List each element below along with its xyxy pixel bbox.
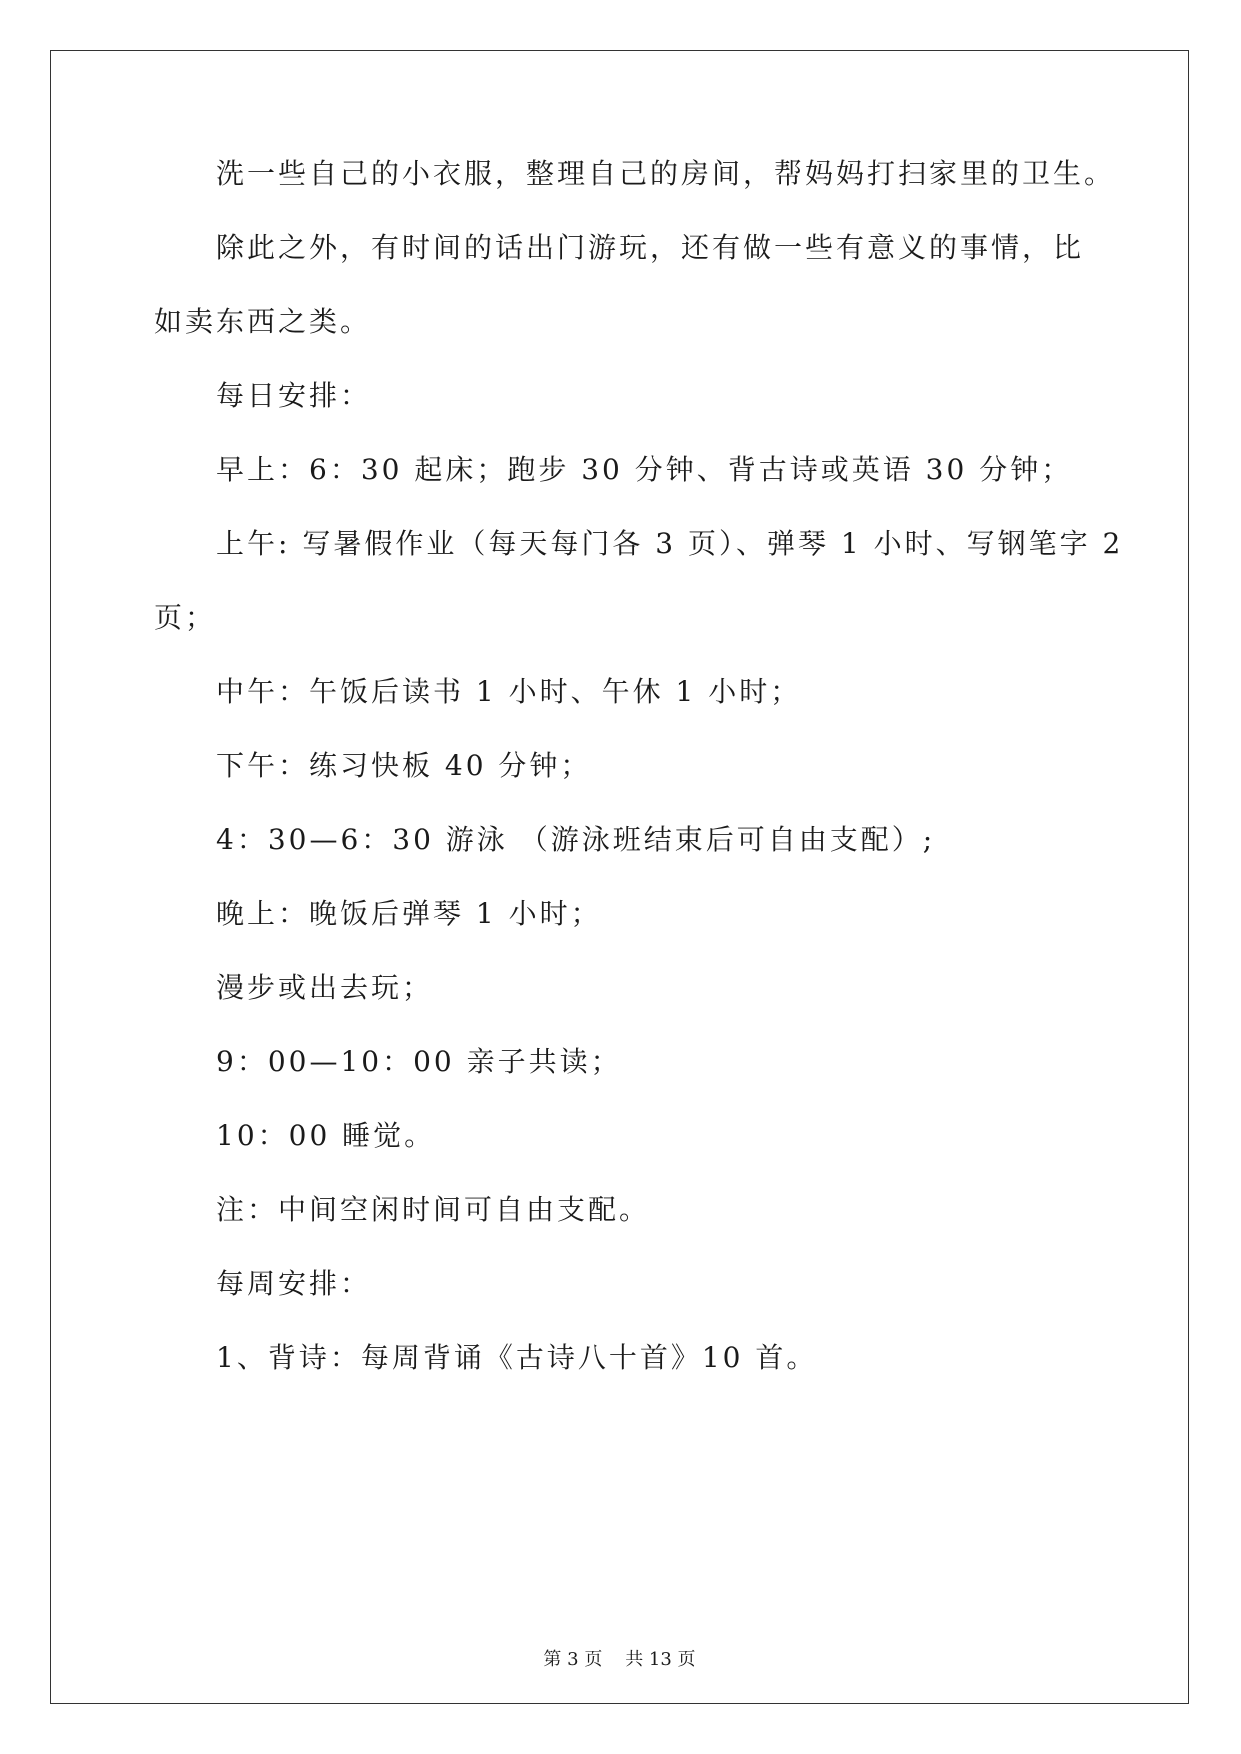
schedule-line: 4：30—6：30 游泳 （游泳班结束后可自由支配）; bbox=[216, 823, 936, 856]
schedule-line: 晚上：晚饭后弹琴 1 小时； bbox=[216, 897, 602, 930]
schedule-line: 下午：练习快板 40 分钟； bbox=[216, 749, 592, 782]
schedule-line: 页； bbox=[154, 601, 217, 634]
schedule-line: 漫步或出去玩； bbox=[216, 971, 434, 1004]
schedule-line: 上午: 写暑假作业（每天每门各 3 页）、弹琴 1 小时、写钢笔字 2 bbox=[216, 527, 1124, 560]
schedule-line: 早上：6：30 起床；跑步 30 分钟、背古诗或英语 30 分钟； bbox=[216, 453, 1073, 486]
schedule-line: 中午：午饭后读书 1 小时、午休 1 小时； bbox=[216, 675, 802, 708]
paragraph-line: 如卖东西之类。 bbox=[154, 305, 372, 338]
schedule-line: 1、背诗：每周背诵《古诗八十首》10 首。 bbox=[216, 1341, 818, 1374]
page-border bbox=[50, 50, 1189, 1704]
paragraph-line: 洗一些自己的小衣服，整理自己的房间，帮妈妈打扫家里的卫生。 bbox=[216, 157, 1116, 190]
section-heading: 每周安排： bbox=[216, 1267, 372, 1300]
schedule-line: 9：00—10：00 亲子共读； bbox=[216, 1045, 622, 1078]
section-heading: 每日安排： bbox=[216, 379, 372, 412]
page-number-footer: 第 3 页 共 13 页 bbox=[543, 1649, 696, 1670]
paragraph-line: 除此之外，有时间的话出门游玩，还有做一些有意义的事情，比 bbox=[216, 231, 1085, 264]
schedule-line: 10：00 睡觉。 bbox=[216, 1119, 436, 1152]
page-content bbox=[51, 51, 1188, 1703]
note-line: 注：中间空闲时间可自由支配。 bbox=[216, 1193, 651, 1226]
